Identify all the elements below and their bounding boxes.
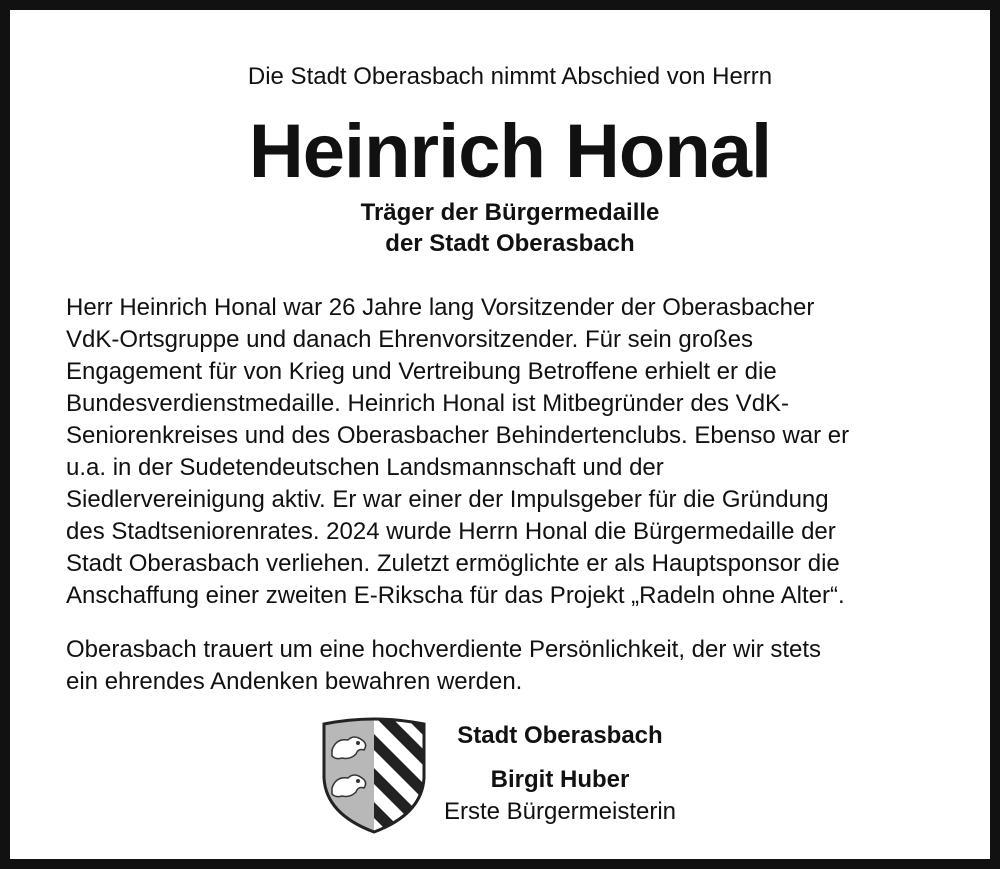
intro-text: Die Stadt Oberasbach nimmt Abschied von Herrn xyxy=(247,63,773,90)
biography-line: Herr Heinrich Honal war 26 Jahre lang Vorsitzender der Oberasbacher xyxy=(66,294,815,321)
biography-line: VdK-Ortsgruppe und danach Ehrenvorsitzender. Für sein großes xyxy=(66,326,754,353)
biography-line: Anschaffung einer zweiten E-Rikscha für das Projekt „Radeln ohne Alter“. xyxy=(66,582,845,609)
subtitle-line: der Stadt Oberasbach xyxy=(385,230,635,257)
closing-line: Oberasbach trauert um eine hochverdiente Persönlichkeit, der wir stets xyxy=(66,636,822,663)
biography-line: Seniorenkreises und des Oberasbacher Behindertenclubs. Ebenso war er xyxy=(66,422,850,449)
closing-paragraph xyxy=(66,634,956,698)
signature-person: Birgit Huber xyxy=(490,766,630,793)
signature-organization: Stadt Oberasbach xyxy=(457,722,663,749)
coat-of-arms-icon xyxy=(318,716,430,836)
deceased-name: Heinrich Honal xyxy=(248,109,772,194)
signature-block xyxy=(430,720,690,828)
honor-subtitle xyxy=(10,197,1000,259)
signature-role: Erste Bürgermeisterin xyxy=(443,798,677,825)
biography-line: u.a. in der Sudetendeutschen Landsmannschaft und der xyxy=(66,454,664,481)
biography-line: des Stadtseniorenrates. 2024 wurde Herrn Honal die Bürgermedaille der xyxy=(66,518,836,545)
biography-line: Engagement für von Krieg und Vertreibung Betroffene erhielt er die xyxy=(66,358,777,385)
closing-line: ein ehrendes Andenken bewahren werden. xyxy=(66,668,523,695)
biography-line: Bundesverdienstmedaille. Heinrich Honal ist Mitbegründer des VdK- xyxy=(66,390,790,417)
biography-line: Stadt Oberasbach verliehen. Zuletzt ermöglichte er als Hauptsponsor die xyxy=(66,550,840,577)
subtitle-line: Träger der Bürgermedaille xyxy=(360,199,660,226)
biography-line: Siedlervereinigung aktiv. Er war einer der Impulsgeber für die Gründung xyxy=(66,486,829,513)
biography-paragraph xyxy=(66,292,956,612)
